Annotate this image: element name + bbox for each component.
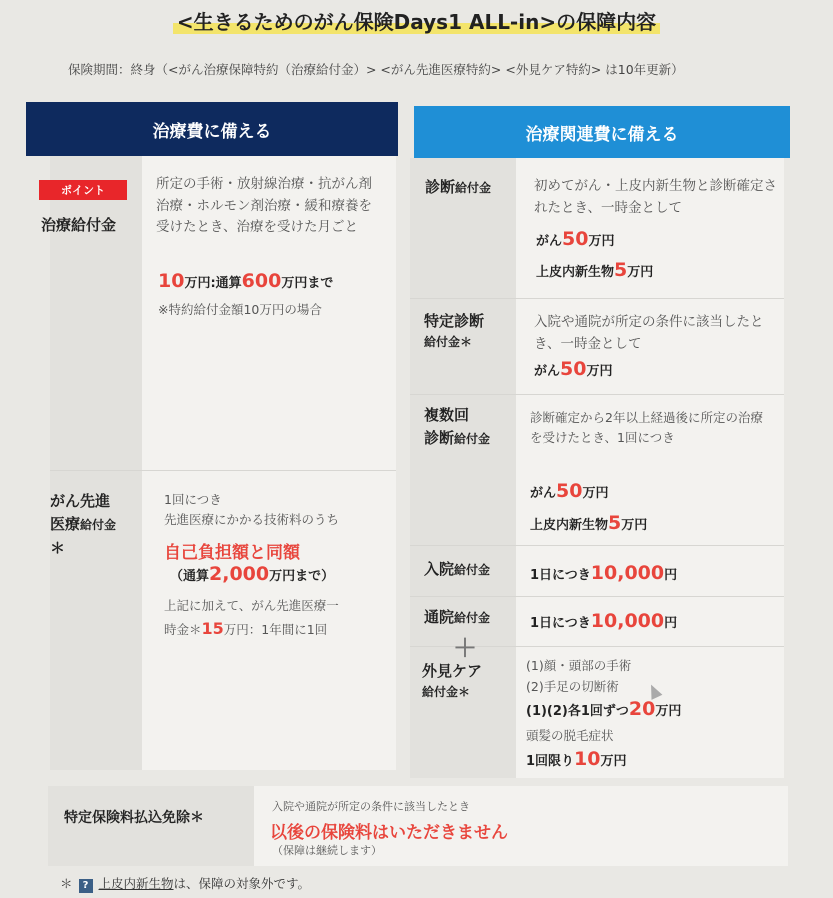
gaiken-condition-1: (1)顔・頭部の手術 [526,658,632,673]
header-treatment-costs: 治療費に備える [26,102,398,156]
waiver-note: （保障は継続します） [272,844,382,857]
gaiken-condition-3: 頭髪の脱毛症状 [526,728,614,743]
chiryo-note: ※特約給付金額10万円の場合 [158,302,322,317]
fukusu-amount-johi: 上皮内新生物5万円 [530,512,648,534]
gaiken-condition-2: (2)手足の切断術 [526,679,619,694]
point-badge: ポイント [39,180,127,200]
tokutei-amount: がん50万円 [534,358,613,380]
waiver-label: 特定保険料払込免除＊ [64,810,204,826]
waiver-desc: 入院や通院が所定の条件に該当したとき [272,800,470,813]
right-divider-4 [410,596,784,597]
right-divider-2 [410,394,784,395]
gaiken-label: 外見ケア 給付金＊ [422,662,483,700]
waiver-highlight: 以後の保険料はいただきません [270,823,508,843]
footer-link-johi[interactable]: 上皮内新生物 [98,876,174,891]
shindan-amount-gan: がん50万円 [536,228,615,250]
senshin-total: （通算2,000万円まで） [170,563,335,585]
shindan-desc: 初めてがん・上皮内新生物と診断確定されたとき、一時金として [534,178,777,216]
nyuin-label: 入院給付金 [424,560,491,578]
chiryo-label: 治療給付金 [41,216,117,234]
chiryo-amount: 10万円:通算600万円まで [158,270,334,292]
fukusu-desc: 診断確定から2年以上経過後に所定の治療を受けたとき、1回につき [530,410,763,445]
senshin-desc: 1回につき 先進医療にかかる技術料のうち [164,492,340,527]
tsuin-amount: 1日につき10,000円 [530,610,678,632]
right-divider-1 [410,298,784,299]
tokutei-desc: 入院や通院が所定の条件に該当したとき、一時金として [534,314,764,352]
shindan-label: 診断給付金 [425,178,492,196]
fukusu-label: 複数回 診断給付金 [424,406,491,448]
insurance-period: 保険期間：終身（<がん治療保障特約（治療給付金）> <がん先進医療特約> <外見ケア特約> は10年更新） [68,62,684,77]
help-icon[interactable]: ? [79,879,93,893]
gaiken-amount-2: 1回限り10万円 [526,748,627,770]
chiryo-desc: 所定の手術・放射線治療・抗がん剤治療・ホルモン剤治療・緩和療養を受けたとき、治療を受けた月ごと [156,176,372,236]
page-title: <生きるためのがん保険Days1 ALL-in>の保障内容 [0,6,833,35]
fukusu-amount-gan: がん50万円 [530,480,609,502]
footer-note: ＊ ? 上皮内新生物は、保障の対象外です。 [60,876,311,891]
right-divider-3 [410,545,784,546]
left-divider [50,470,396,471]
plus-icon: ＋ [453,634,477,662]
senshin-highlight: 自己負担額と同額 [164,543,300,563]
header-related-costs: 治療関連費に備える [414,106,790,158]
nyuin-amount: 1日につき10,000円 [530,562,678,584]
gaiken-amount-1: (1)(2)各1回ずつ20万円 [526,698,682,720]
senshin-extra: 上記に加えて、がん先進医療一 時金＊15万円：1年間に1回 [164,598,339,638]
shindan-amount-johi: 上皮内新生物5万円 [536,259,654,281]
senshin-label: がん先進 医療給付金 ＊ [50,492,117,557]
left-label-column [50,156,142,770]
tsuin-label: 通院給付金 [424,608,491,626]
tokutei-label: 特定診断 給付金＊ [424,312,485,350]
